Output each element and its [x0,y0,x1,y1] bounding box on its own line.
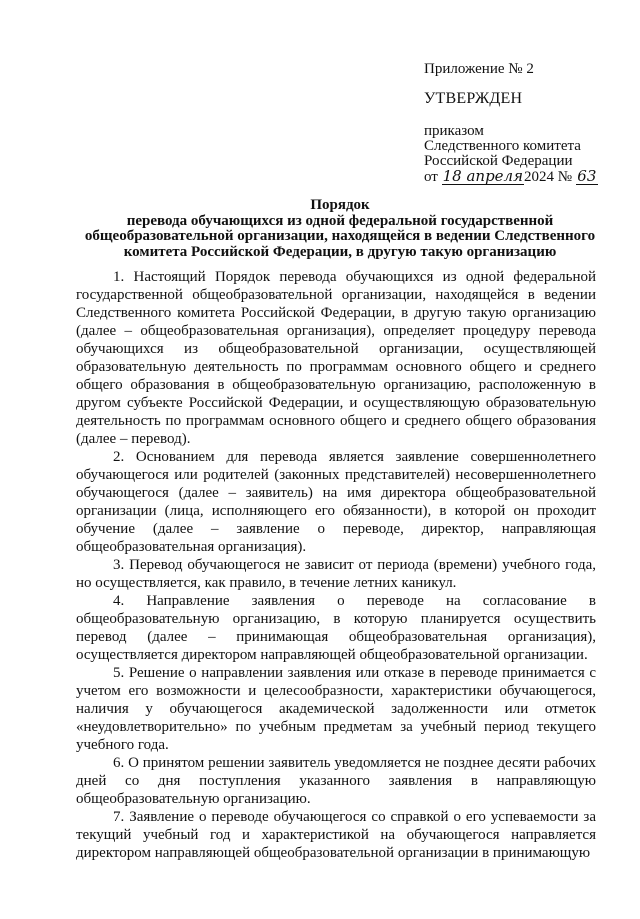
date-prefix: от [424,169,438,185]
paragraph-2: 2. Основанием для перевода является заявление совершеннолетнего обучающегося или родителей (законных представителей) несовершеннолетнего обучающегося (далее – заявитель) на имя директора общеобразовательной организации (лица, исполняющего его обязанности), в которой он проходит обучение (далее – заявление о переводе, директор, направляющая общеобразовательная организация). [76,449,596,555]
order-date-number-row [424,169,598,185]
annex-label: Приложение № 2 [424,61,534,77]
paragraph-7: 7. Заявление о переводе обучающегося со справкой о его успеваемости за текущий учебный год и характеристикой на обучающегося направляется директором направляющей общеобразовательной организации в принимающую [76,809,596,861]
number-prefix: № [557,169,573,185]
order-year: 2024 [524,169,555,185]
approval-block [424,62,598,185]
handwritten-number: 63 [577,167,597,185]
document-title [60,198,620,260]
org-line-1: Следственного комитета [424,138,581,154]
approved-label: УТВЕРЖДЕН [424,90,523,107]
title-line-4: комитета Российской Федерации, в другую такую организацию [123,243,557,260]
paragraph-5: 5. Решение о направлении заявления или отказе в переводе принимается с учетом его возможности и целесообразности, характеристики обучающегося, наличия у обучающегося академической задолженности или отметок «неудовлетворительно» по учебным предметам за учебный период текущего учебного года. [76,665,596,753]
handwritten-date: 18 апреля [442,167,524,185]
document-body [76,268,596,862]
paragraph-1: 1. Настоящий Порядок перевода обучающихся из одной федеральной государственной общеобразовательной организации, находящейся в ведении Следственного комитета Российской Федерации, в другую такую организацию (далее – общеобразовательная организация), определяет процедуру перевода обучающихся из общеобразовательной организации, осуществляющей образовательную деятельность по программам основного общего и среднего общего образования в общеобразовательную организацию, расположенную в другом субъекте Российской Федерации, и осуществляющую образовательную деятельность по программам основного общего и среднего общего образования (далее – перевод). [76,269,596,447]
title-line-1: Порядок [310,197,370,213]
org-line-2: Российской Федерации [424,153,573,169]
paragraph-3: 3. Перевод обучающегося не зависит от периода (времени) учебного года, но осуществляется, как правило, в течение летних каникул. [76,557,596,591]
by-order-label: приказом [424,123,484,139]
title-line-3: общеобразовательной организации, находящейся в ведении Следственного [84,228,596,244]
paragraph-4: 4. Направление заявления о переводе на согласование в общеобразовательную организацию, в которую планируется осуществить перевод (далее – принимающая общеобразовательная организация), осуществляется директором направляющей общеобразовательной организации. [76,593,596,663]
paragraph-6: 6. О принятом решении заявитель уведомляется не позднее десяти рабочих дней со дня поступления указанного заявления в направляющую общеобразовательную организацию. [76,755,596,807]
title-line-2: перевода обучающихся из одной федеральной государственной [126,212,554,229]
